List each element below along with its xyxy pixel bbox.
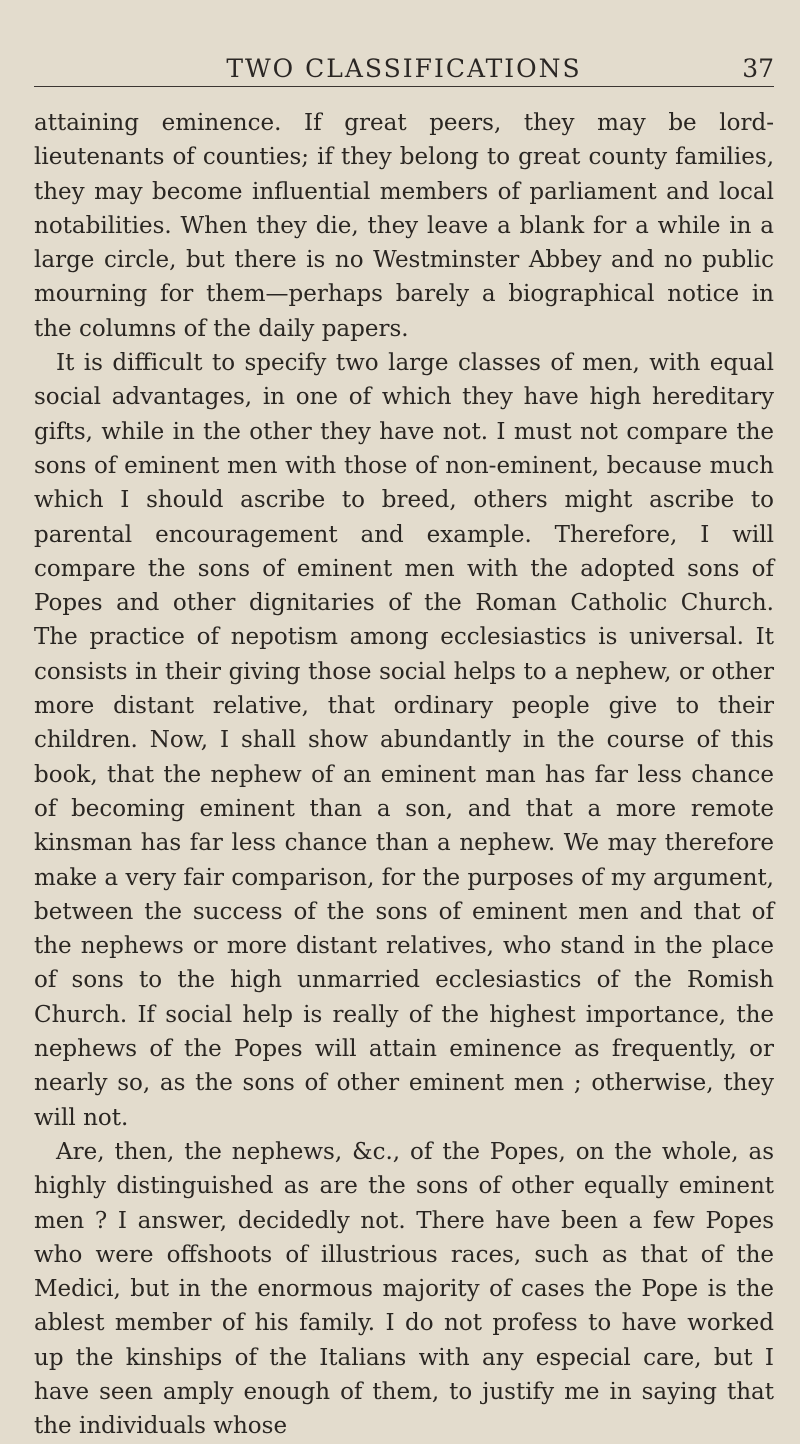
header-rule xyxy=(34,86,774,87)
paragraph-popes: Are, then, the nephews, &c., of the Popes, on the whole, as highly distinguished as are the sons of other equally eminent men ? I answer, decidedly not. There have been a few Popes who were offshoots of illustrious races, such as that of the Medici, but in the enormous majority of cases the Pope is the ablest member of his family. I do not profess to have worked up the kinships of the Italians with any especial care, but I have seen amply enough of them, to justify me in saying that the individuals whose xyxy=(34,1138,774,1440)
paragraph-nepotism: It is difficult to specify two large classes of men, with equal social advantages, in one of which they have high hereditary gifts, while in the other they have not. I must not compare the sons of eminent men with those of non-eminent, because much which I should ascribe to breed, others might ascribe to parental encouragement and example. Therefore, I will compare the sons of eminent men with the adopted sons of Popes and other dignitaries of the Roman Catholic Church. The practice of nepotism among ecclesiastics is universal. It consists in their giving those social helps to a nephew, or other more distant relative, that ordinary people give to their children. Now, I shall show abundantly in the course of this book, that the nephew of an eminent man has far less chance of becoming eminent than a son, and that a more remote kinsman has far less chance than a nephew. We may therefore make a very fair comparison, for the purposes of my argument, between the success of the sons of eminent men and that of the nephews or more distant relatives, who stand in the place of sons to the high unmarried ecclesiastics of the Romish Church. If social help is really of the highest importance, the nephews of the Popes will attain eminence as frequently, or nearly so, as the sons of other eminent men ; otherwise, they will not. xyxy=(34,350,774,1131)
body-text xyxy=(34,106,774,1444)
paragraph-continued: attaining eminence. If great peers, they may be lord-lieutenants of counties; if they belong to great county families, they may become influential members of parliament and local notabilities. When they die, they leave a blank for a while in a large circle, but there is no Westminster Abbey and no public mourning for them—perhaps barely a biographical notice in the columns of the daily papers. xyxy=(34,110,774,342)
page-number: 37 xyxy=(742,54,774,83)
running-title: TWO CLASSIFICATIONS xyxy=(226,54,582,83)
running-head xyxy=(34,54,774,88)
